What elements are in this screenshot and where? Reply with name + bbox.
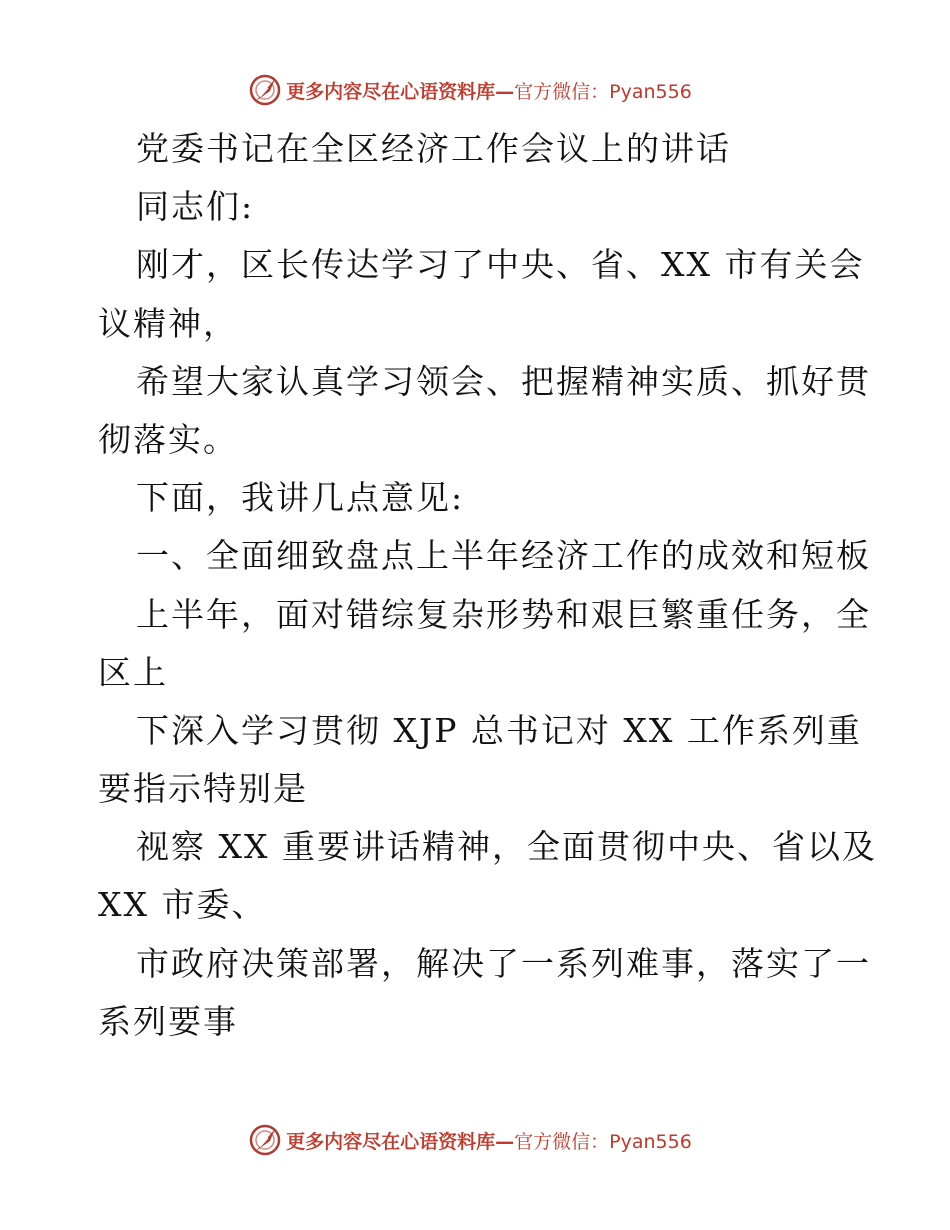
banner-text (286, 1127, 692, 1154)
document-line: 视察 XX 重要讲话精神，全面贯彻中央、省以及 (136, 827, 877, 867)
banner-text (286, 77, 692, 104)
banner-title: 更多内容尽在心语资料库— (286, 1130, 515, 1153)
document-line: 市政府决策部署，解决了一系列难事，落实了一 (136, 943, 871, 983)
document-title: 党委书记在全区经济工作会议上的讲话 (136, 129, 731, 168)
banner-wechat: 官方微信：Pyan556 (514, 1130, 692, 1153)
banner-wechat: 官方微信：Pyan556 (514, 80, 692, 103)
document-line: 区上 (98, 652, 168, 692)
document-line: 希望大家认真学习领会、把握精神实质、抓好贯 (136, 361, 871, 401)
document-line: 刚才，区长传达学习了中央、省、XX 市有关会 (136, 245, 865, 285)
document-line: XX 市委、 (98, 885, 267, 925)
quill-logo-icon (248, 73, 282, 107)
header-banner (0, 70, 950, 110)
banner-title: 更多内容尽在心语资料库— (286, 80, 515, 103)
document-line: 上半年，面对错综复杂形势和艰巨繁重任务，全 (136, 594, 871, 634)
quill-logo-icon (248, 1123, 282, 1157)
document-line: 一、全面细致盘点上半年经济工作的成效和短板 (136, 536, 871, 576)
document-line: 议精神， (98, 303, 238, 343)
document-line: 要指示特别是 (98, 769, 308, 809)
document-line: 同志们: (136, 187, 255, 227)
footer-banner (0, 1120, 950, 1160)
document-line: 系列要事 (98, 1001, 238, 1041)
document-body (98, 120, 877, 1051)
document-line: 下深入学习贯彻 XJP 总书记对 XX 工作系列重 (136, 710, 862, 750)
document-line: 下面，我讲几点意见: (136, 478, 465, 518)
document-line: 彻落实。 (98, 419, 238, 459)
